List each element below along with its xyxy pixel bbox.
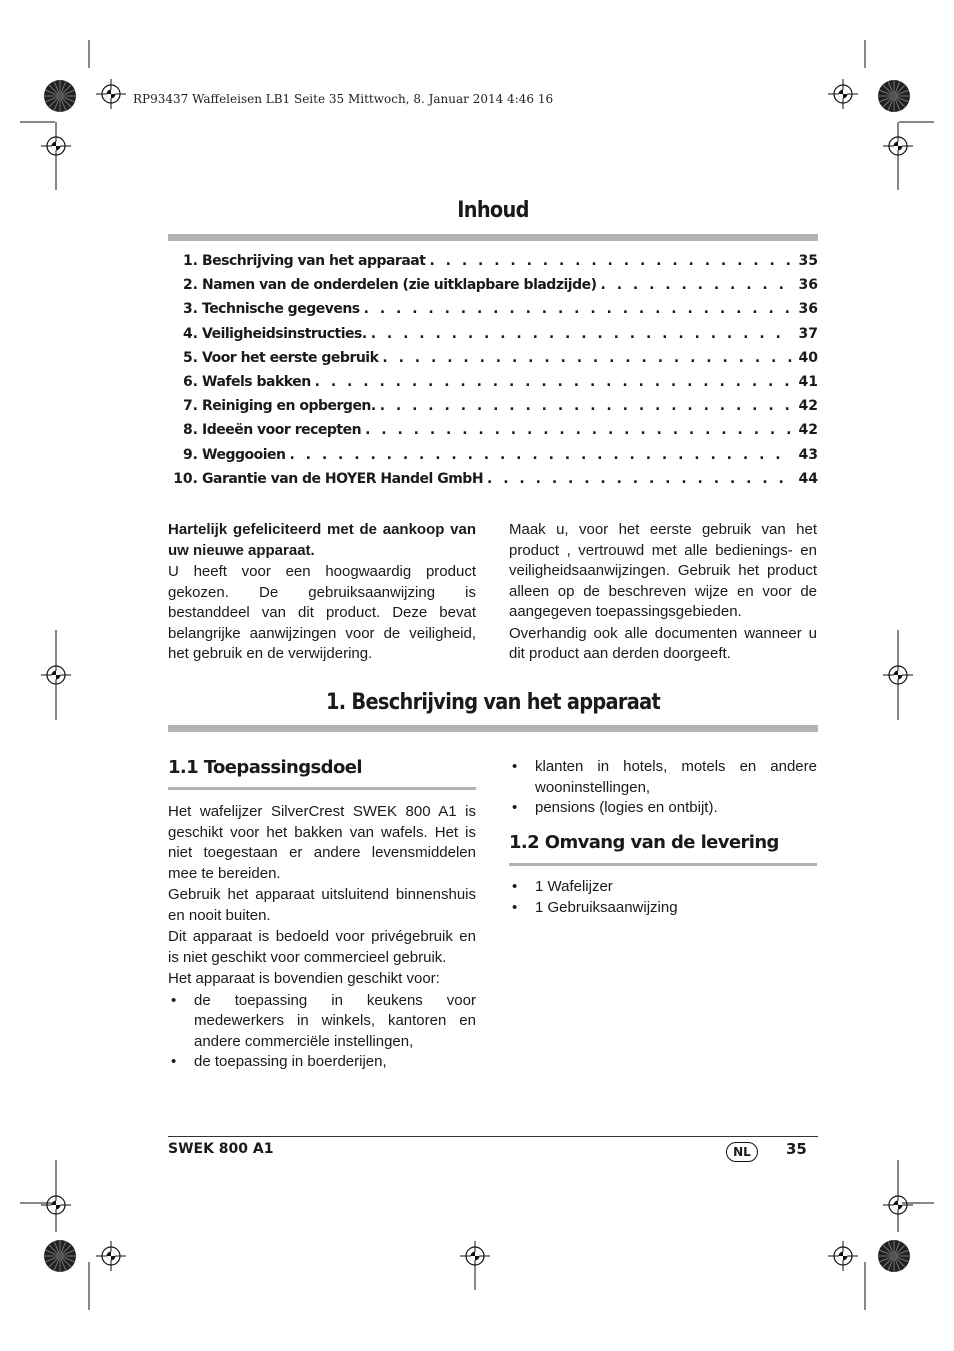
subsection-divider — [168, 787, 476, 790]
toc-entry-number: 1. — [182, 253, 198, 269]
list-item: • pensions (logies en ontbijt). — [509, 798, 817, 819]
intro-paragraph: U heeft voor een hoogwaardig product gekozen. De gebruiksaanwijzing is bestanddeel van dit product. Deze bevat belangrijke aanwijzingen voor de veiligheid, het gebruik en de verwijdering. — [168, 563, 476, 662]
list-item: • 1 Wafelijzer — [509, 877, 817, 898]
table-of-contents — [168, 253, 818, 495]
right-column-bullets — [509, 757, 817, 819]
page-number: 35 — [786, 1140, 807, 1158]
toc-entry[interactable] — [168, 253, 818, 277]
toc-entry-title: Technische gegevens — [202, 301, 360, 318]
indoor-paragraph: Gebruik het apparaat uitsluitend binnenshuis en nooit buiten. — [168, 886, 476, 924]
toc-entry-number: 4. — [182, 325, 198, 342]
section-divider — [168, 725, 818, 732]
toc-leader-dots — [315, 374, 792, 390]
toc-entry[interactable] — [168, 447, 818, 471]
toc-leader-dots — [487, 471, 792, 487]
purpose-paragraph: Het wafelijzer SilverCrest SWEK 800 A1 is geschikt voor het bakken van wafels. Het is niet toegestaan er andere levensmiddelen mee te bereiden. — [168, 803, 476, 882]
toc-title: Inhoud — [457, 198, 529, 223]
bullet-list — [509, 877, 817, 918]
toc-entry[interactable] — [168, 326, 818, 350]
toc-leader-dots — [364, 301, 792, 317]
toc-entry-number: 5. — [182, 349, 198, 366]
toc-entry-title: Beschrijving van het apparaat — [202, 253, 426, 269]
toc-entry-page: 41 — [798, 373, 818, 390]
subsection-title-1-1: 1.1 Toepassingsdoel — [168, 757, 362, 778]
toc-entry-title: Garantie van de HOYER Handel GmbH — [202, 470, 484, 487]
toc-entry-page: 42 — [798, 422, 818, 439]
toc-entry-page: 37 — [798, 325, 818, 342]
bullet-list — [509, 757, 817, 819]
toc-entry-number: 3. — [182, 301, 198, 318]
toc-leader-dots — [382, 350, 792, 366]
footer-model: SWEK 800 A1 — [168, 1141, 274, 1157]
toc-leader-dots — [601, 277, 793, 293]
list-item: • 1 Gebruiksaanwijzing — [509, 898, 817, 919]
toc-entry-number: 6. — [182, 373, 198, 390]
toc-leader-dots — [429, 253, 792, 269]
list-item: • klanten in hotels, motels en andere wooninstellingen, — [509, 757, 817, 798]
intro-congrats: Hartelijk gefeliciteerd met de aankoop van uw nieuwe apparaat. — [168, 521, 476, 559]
delivery-contents — [509, 877, 817, 918]
toc-entry-title: Veiligheidsinstructies. — [202, 325, 367, 342]
intro-left-column — [168, 520, 476, 666]
toc-entry-page: 36 — [798, 277, 818, 294]
language-badge: NL — [726, 1142, 758, 1162]
subsection-divider — [509, 863, 817, 866]
toc-leader-dots — [289, 447, 792, 463]
toc-entry-page: 40 — [798, 349, 818, 366]
footer-rule — [168, 1136, 818, 1137]
toc-entry-number: 2. — [182, 277, 198, 294]
list-item: • de toepassing in boerderijen, — [168, 1052, 476, 1073]
toc-entry-number: 9. — [182, 446, 198, 463]
intro-paragraph-1: Maak u, voor het eerste gebruik van het product , vertrouwd met alle bedienings- en veiligheidsaanwijzingen. Gebruik het product alleen op de beschreven wijze en voor de aangegeven toepassingsgebieden. — [509, 521, 817, 620]
intro-right-column — [509, 520, 817, 666]
list-item: • de toepassing in keukens voor medewerkers in winkels, kantoren en andere commerciële instellingen, — [168, 991, 476, 1053]
toc-entry-title: Namen van de onderdelen (zie uitklapbare bladzijde) — [202, 277, 597, 294]
toc-entry-number: 10. — [173, 470, 198, 487]
subsection-title-1-2: 1.2 Omvang van de levering — [509, 832, 779, 853]
toc-entry[interactable] — [168, 277, 818, 301]
toc-divider — [168, 234, 818, 241]
toc-entry-number: 8. — [182, 422, 198, 439]
toc-entry[interactable] — [168, 471, 818, 495]
subsection-1-1-body — [168, 802, 476, 1073]
toc-entry-title: Ideeën voor recepten — [202, 422, 362, 439]
toc-leader-dots — [380, 398, 792, 414]
toc-entry-title: Weggooien — [202, 446, 286, 463]
private-use-paragraph: Dit apparaat is bedoeld voor privégebruik en is niet geschikt voor commercieel gebruik. — [168, 928, 476, 966]
toc-entry-title: Voor het eerste gebruik — [202, 349, 379, 366]
toc-entry-page: 42 — [798, 398, 818, 415]
toc-entry-title: Wafels bakken — [202, 373, 311, 390]
toc-entry[interactable] — [168, 398, 818, 422]
print-info: RP93437 Waffeleisen LB1 Seite 35 Mittwoch, 8. Januar 2014 4:46 16 — [133, 92, 554, 106]
toc-entry[interactable] — [168, 422, 818, 446]
toc-entry[interactable] — [168, 374, 818, 398]
toc-entry-page: 44 — [798, 470, 818, 487]
toc-entry-page: 43 — [798, 446, 818, 463]
toc-entry-number: 7. — [182, 398, 198, 415]
suitable-for-paragraph: Het apparaat is bovendien geschikt voor: — [168, 970, 440, 987]
toc-entry-title: Reiniging en opbergen. — [202, 398, 376, 415]
toc-leader-dots — [371, 326, 792, 342]
toc-entry-page: 35 — [798, 253, 818, 269]
toc-leader-dots — [365, 422, 792, 438]
bullet-list — [168, 991, 476, 1073]
intro-paragraph-2: Overhandig ook alle documenten wanneer u dit product aan derden doorgeeft. — [509, 624, 817, 662]
toc-entry[interactable] — [168, 350, 818, 374]
toc-entry-page: 36 — [798, 301, 818, 318]
toc-entry[interactable] — [168, 301, 818, 325]
section-title: 1. Beschrijving van het apparaat — [325, 690, 661, 715]
